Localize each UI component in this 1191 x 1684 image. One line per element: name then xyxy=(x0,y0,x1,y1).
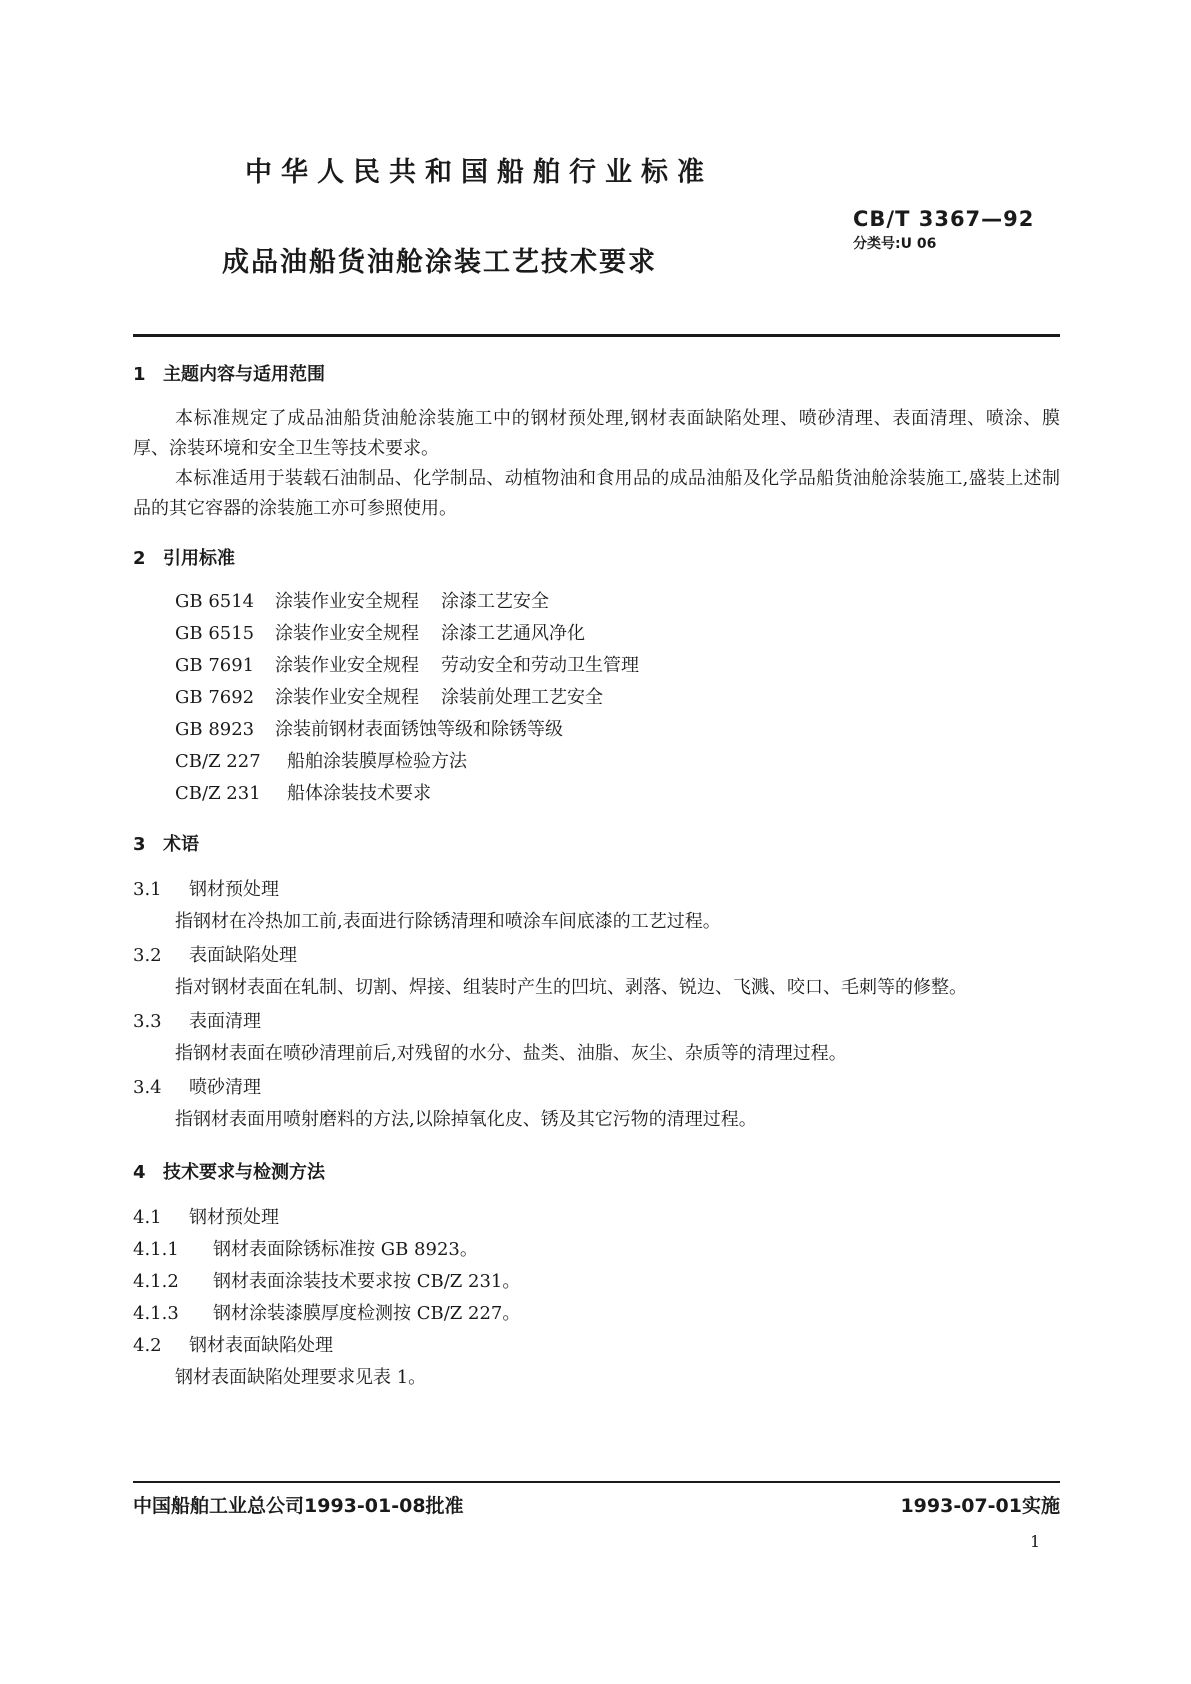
term-number: 3.1 xyxy=(133,879,162,900)
term-number: 3.3 xyxy=(133,1011,162,1032)
reference-item xyxy=(175,714,1060,746)
term-name: 钢材预处理 xyxy=(189,879,279,900)
section-2-heading xyxy=(133,544,1060,574)
reference-item xyxy=(175,746,1060,778)
clause-text: 钢材涂装漆膜厚度检测按 CB/Z 227。 xyxy=(213,1303,521,1324)
subsection-title: 钢材表面缺陷处理 xyxy=(189,1335,333,1356)
term-heading xyxy=(133,1006,1060,1038)
reference-list xyxy=(175,586,1060,810)
approval-statement: 中国船舶工业总公司1993-01-08批准 xyxy=(133,1495,464,1517)
term-heading xyxy=(133,940,1060,972)
term-heading xyxy=(133,874,1060,906)
term-definition: 指钢材表面在喷砂清理前后,对残留的水分、盐类、油脂、灰尘、杂质等的清理过程。 xyxy=(175,1043,847,1064)
reference-subtitle: 劳动安全和劳动卫生管理 xyxy=(441,655,639,676)
org-title: 中华人民共和国船舶行业标准 xyxy=(245,157,713,188)
clause-number: 4.1.1 xyxy=(133,1239,179,1260)
section-number: 4 xyxy=(133,1162,146,1183)
clause-4-1-2 xyxy=(133,1266,1060,1298)
reference-subtitle: 涂漆工艺安全 xyxy=(441,591,549,612)
reference-title: 涂装作业安全规程 xyxy=(275,623,419,644)
clause-text: 钢材表面除锈标准按 GB 8923。 xyxy=(213,1239,478,1260)
term-number: 3.2 xyxy=(133,945,162,966)
reference-code: GB 8923 xyxy=(175,719,255,740)
reference-subtitle: 涂装前处理工艺安全 xyxy=(441,687,603,708)
term-number: 3.4 xyxy=(133,1077,162,1098)
document-body xyxy=(133,360,1060,1396)
term-name: 喷砂清理 xyxy=(189,1077,261,1098)
reference-title: 涂装作业安全规程 xyxy=(275,591,419,612)
section-1-paragraph-1: 本标准规定了成品油船货油舱涂装施工中的钢材预处理,钢材表面缺陷处理、喷砂清理、表面清理、喷涂、膜厚、涂装环境和安全卫生等技术要求。 xyxy=(133,408,1060,459)
reference-title: 涂装作业安全规程 xyxy=(275,655,419,676)
section-number: 2 xyxy=(133,548,146,569)
reference-title: 涂装前钢材表面锈蚀等级和除锈等级 xyxy=(275,719,563,740)
term-name: 表面缺陷处理 xyxy=(189,945,297,966)
section-title: 主题内容与适用范围 xyxy=(163,364,325,385)
section-title: 引用标准 xyxy=(163,548,235,569)
reference-title: 船体涂装技术要求 xyxy=(287,783,431,804)
reference-code: GB 7691 xyxy=(175,655,255,676)
reference-item xyxy=(175,618,1060,650)
page-number: 1 xyxy=(1030,1532,1041,1551)
clause-4-1-3 xyxy=(133,1298,1060,1330)
reference-code: CB/Z 231 xyxy=(175,783,261,804)
reference-item xyxy=(175,682,1060,714)
section-3-heading xyxy=(133,830,1060,860)
reference-code: CB/Z 227 xyxy=(175,751,261,772)
reference-item xyxy=(175,778,1060,810)
term-heading xyxy=(133,1072,1060,1104)
footer-divider xyxy=(133,1481,1060,1483)
reference-code: GB 6514 xyxy=(175,591,255,612)
subsection-4-1 xyxy=(133,1202,1060,1234)
subsection-4-2 xyxy=(133,1330,1060,1362)
classification-number: 分类号:U 06 xyxy=(853,236,937,252)
section-title: 技术要求与检测方法 xyxy=(163,1162,325,1183)
subsection-title: 钢材预处理 xyxy=(189,1207,279,1228)
subsection-number: 4.2 xyxy=(133,1335,162,1356)
reference-code: GB 6515 xyxy=(175,623,255,644)
reference-title: 涂装作业安全规程 xyxy=(275,687,419,708)
clause-text: 钢材表面涂装技术要求按 CB/Z 231。 xyxy=(213,1271,521,1292)
reference-item xyxy=(175,650,1060,682)
section-4-heading xyxy=(133,1158,1060,1188)
header-divider xyxy=(133,334,1060,337)
reference-item xyxy=(175,586,1060,618)
effective-date: 1993-07-01实施 xyxy=(900,1495,1060,1517)
reference-title: 船舶涂装膜厚检验方法 xyxy=(287,751,467,772)
section-number: 1 xyxy=(133,364,146,385)
term-definition: 指钢材在冷热加工前,表面进行除锈清理和喷涂车间底漆的工艺过程。 xyxy=(175,911,721,932)
section-title: 术语 xyxy=(163,834,199,855)
section-1-paragraph-2: 本标准适用于装载石油制品、化学制品、动植物油和食用品的成品油船及化学品船货油舱涂装施工,盛装上述制品的其它容器的涂装施工亦可参照使用。 xyxy=(133,468,1060,519)
standard-code: CB/T 3367—92 xyxy=(853,207,1035,231)
section-number: 3 xyxy=(133,834,146,855)
subsection-4-2-text: 钢材表面缺陷处理要求见表 1。 xyxy=(175,1367,427,1388)
subsection-number: 4.1 xyxy=(133,1207,162,1228)
clause-4-1-1 xyxy=(133,1234,1060,1266)
term-definition: 指对钢材表面在轧制、切割、焊接、组装时产生的凹坑、剥落、锐边、飞溅、咬口、毛刺等的修整。 xyxy=(175,977,967,998)
term-definition: 指钢材表面用喷射磨料的方法,以除掉氧化皮、锈及其它污物的清理过程。 xyxy=(175,1109,757,1130)
term-name: 表面清理 xyxy=(189,1011,261,1032)
section-1-heading xyxy=(133,360,1060,390)
document-title: 成品油船货油舱涂装工艺技术要求 xyxy=(222,247,657,278)
clause-number: 4.1.2 xyxy=(133,1271,179,1292)
reference-subtitle: 涂漆工艺通风净化 xyxy=(441,623,585,644)
reference-code: GB 7692 xyxy=(175,687,255,708)
clause-number: 4.1.3 xyxy=(133,1303,179,1324)
